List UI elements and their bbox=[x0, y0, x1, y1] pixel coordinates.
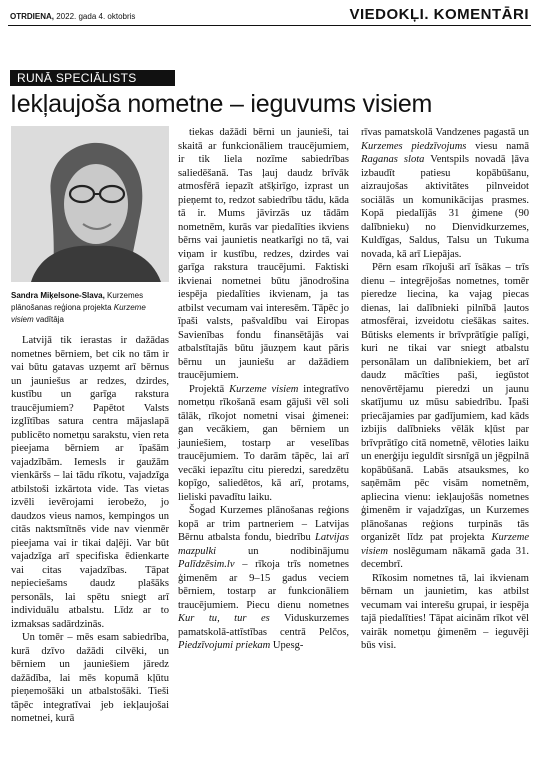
venue-name: Raganas slota bbox=[361, 154, 425, 165]
camp-name: Piedzīvojumi priekam bbox=[178, 640, 271, 651]
text: Šogad Kurzemes plānošanas reģions kopā ar trim partneriem – Latvijas Bērnu atbalsta fondu, biedrību bbox=[178, 505, 349, 543]
issue-date: 2022. gada 4. oktobris bbox=[56, 12, 136, 21]
header-divider bbox=[8, 25, 531, 26]
paragraph bbox=[361, 126, 529, 261]
paragraph bbox=[178, 504, 349, 653]
org-name: Palīdzēsim.lv bbox=[178, 559, 235, 570]
issue-day: OTRDIENA, bbox=[10, 12, 54, 21]
text: Viduskurzemes pamatskolā-attīstības centrā Pelčos, bbox=[178, 613, 349, 638]
photo-caption bbox=[11, 290, 169, 326]
text: Pērn esam rīkojuši arī īsākas – trīs dienu – integrējošas nometnes, tomēr pieredze liecina, ka vajag piecas dienas, lai dalībnieki pilnībā ļautos atmosfērai, izveidotu ciešākas saites. Būtisks elements ir brīvprātīgie palīgi, kuri ne tikai var sniegt atbalstu personālam un dalībniekiem, bet arī daudz mācīties paši, iegūstot nenovērtējamu pieredzi un jaunu skatījumu uz mūsu sabiedrību. Īpaši priecājamies par gadījumiem, kad kāds izbijis dalībnieks vēlāk kļūst par brīvprātīgo citā nometnē, vēloties laiku un enerģiju ieguldīt sirsnīgā un jēgpilnā kopābūšanā. Labās atsauksmes, ko saņēmām pēc visām nometnēm, apliecina vienu: iekļaujošās nometnes ģimenēm ir vajadzīgas, un Kurzemes plānošanas reģions turpinās tās organizēt līdz pat projekta bbox=[361, 262, 529, 543]
paragraph: Rīkosim nometnes tā, lai ikvienam bērnam un jaunietim, kas atbilst vecumam vai interešu grupai, ir iespēja tajā piedalīties! Tāpat aicinām rīkot vēl vairāk nometņu ģimenēm – ieguvēji būs visi. bbox=[361, 572, 529, 651]
caption-role-end: vadītāja bbox=[33, 315, 64, 324]
section-title: VIEDOKĻI. KOMENTĀRI bbox=[349, 6, 529, 23]
text: noslēgumam nākamā gada 31. decembrī. bbox=[361, 545, 529, 570]
article-column-1 bbox=[11, 334, 169, 726]
text: Ventspils novadā ļāva izbaudīt patiesu kopābūšanu, aizraujošas aktivitātes pilnveidot sociālās un komunikācijas prasmes. Kopā piedalījās 31 ģimene (90 dalībnieku) no Dienvidkurzemes, Kuldīgas, Saldus, Talsu un Tukuma novada, kā arī Liepājas. bbox=[361, 154, 529, 260]
text: – rīkoja trīs nometnes ģimenēm ar 9–15 gadus veciem bērniem, tostarp ar funkcionāliem traucējumiem. Piecu dienu nometnes bbox=[178, 559, 349, 611]
text: integratīvo nometņu rīkošanā esam gājuši vēl soli tālāk, rīkojot nometni visai ģimenei: gan vecākiem, gan bērniem un jauniešiem, tostarp ar veselības traucējumiem. To darām tāpēc, lai arī vecāki iepazītu citu pieredzi, saredzētu kopīgo, saliedētos, kā arī, protams, lieliski pavadītu laiku. bbox=[178, 383, 349, 503]
org-name: Latvijas mazpulki bbox=[178, 532, 349, 557]
camp-name: Kur tu, tur es bbox=[178, 613, 270, 624]
paragraph bbox=[361, 261, 529, 572]
caption-author-name: Sandra Miķelsone-Slava, bbox=[11, 291, 105, 300]
text: viesu namā bbox=[466, 140, 529, 152]
caption-role: Kurzemes plānošanas reģiona projekta bbox=[11, 291, 144, 312]
issue-date-line bbox=[10, 12, 135, 21]
rubric-label: RUNĀ SPECIĀLISTS bbox=[10, 70, 175, 86]
paragraph bbox=[178, 383, 349, 505]
article-column-3 bbox=[361, 126, 529, 653]
article-title: Iekļaujoša nometne – ieguvums visiem bbox=[10, 90, 433, 118]
paragraph: Un tomēr – mēs esam sabiedrība, kurā dzīvo dažādi cilvēki, un bērniem un jauniešiem jāredz dažādība, lai mēs kopumā kļūtu pieņemošāki un atbalstošāki. Tieši tāpēc integratīvai jeb iekļaujošai nometnei, kurā bbox=[11, 632, 169, 724]
article-column-2 bbox=[178, 126, 349, 653]
text: Projektā bbox=[189, 383, 230, 395]
paragraph: Latvijā tik ierastas ir dažādas nometnes bērniem, bet cik no tām ir vai būtu gatavas uzņemt arī bērnus un jauniešus ar redzes, dzirdes, kustību un garīga rakstura traucējumiem? Papētot Valsts izglītības satura centra mājaslapā publicēto nometņu sarakstu, vien reta pieejama bērniem ar īpašām vajadzībām. Iemesls ir gaužām vienkāršs – lai tādu rīkotu, vajadzīga atbilstoši izkārtota vide. Tas vietas izvēli ievērojami ierobežo, jo daudzos vieus namos, kempingos un citās naktsmītnēs vide nav vienmēr pieejama vai ir tikai daļēji. Var būt vajadzīga arī specifiska ēdienkarte vai citas vajadzības. Tāpat nepieciešams daudz plašāks personāls, lai spētu sniegt arī individuālu atbalstu. Līdz ar to izmaksas sadārdzinās. bbox=[11, 335, 169, 630]
author-photo bbox=[11, 126, 169, 282]
caption-project: Kurzeme visiem bbox=[11, 303, 146, 324]
camp-name: Kurzemes piedzīvojums bbox=[361, 140, 467, 152]
paragraph: tiekas dažādi bērni un jaunieši, tai skaitā ar funkcionāliem traucējumiem, ir tik liela nozīme sabiedrības saliedēšanā. Tas ļauj daudz brīvāk atmosfērā iepazīt atšķirīgo, izprast un pieņemt to, redzot sabiedrību tādu, kāda tā ir. Mums jāvirzās uz tādām nometnēm, kurās var piedalīties ikviens bērns vai jaunietis neatkarīgi no tā, vai viņam ir kustību, redzes, dzirdes vai garīga rakstura traucējumi. Faktiski ikvienai nometnei būtu jānodrošina iespēja piedalīties ikvienam, ja tas atbilst vecumam vai interesēm. Tāpēc jo īpaši valsts, pašvaldību vai Eiropas Savienības fondu finansētājās vai atbalstītajās būtu jāuzņem kaut pāris bērnu un jauniešu ar dažādiem traucējumiem. bbox=[178, 127, 349, 381]
text: un nodibinājumu bbox=[216, 545, 349, 557]
text: rīvas pamatskolā Vandzenes pagastā un bbox=[361, 127, 529, 138]
project-name: Kurzeme visiem bbox=[361, 532, 529, 557]
project-name: Kurzeme visiem bbox=[229, 383, 299, 395]
text: Upesg- bbox=[270, 640, 304, 651]
